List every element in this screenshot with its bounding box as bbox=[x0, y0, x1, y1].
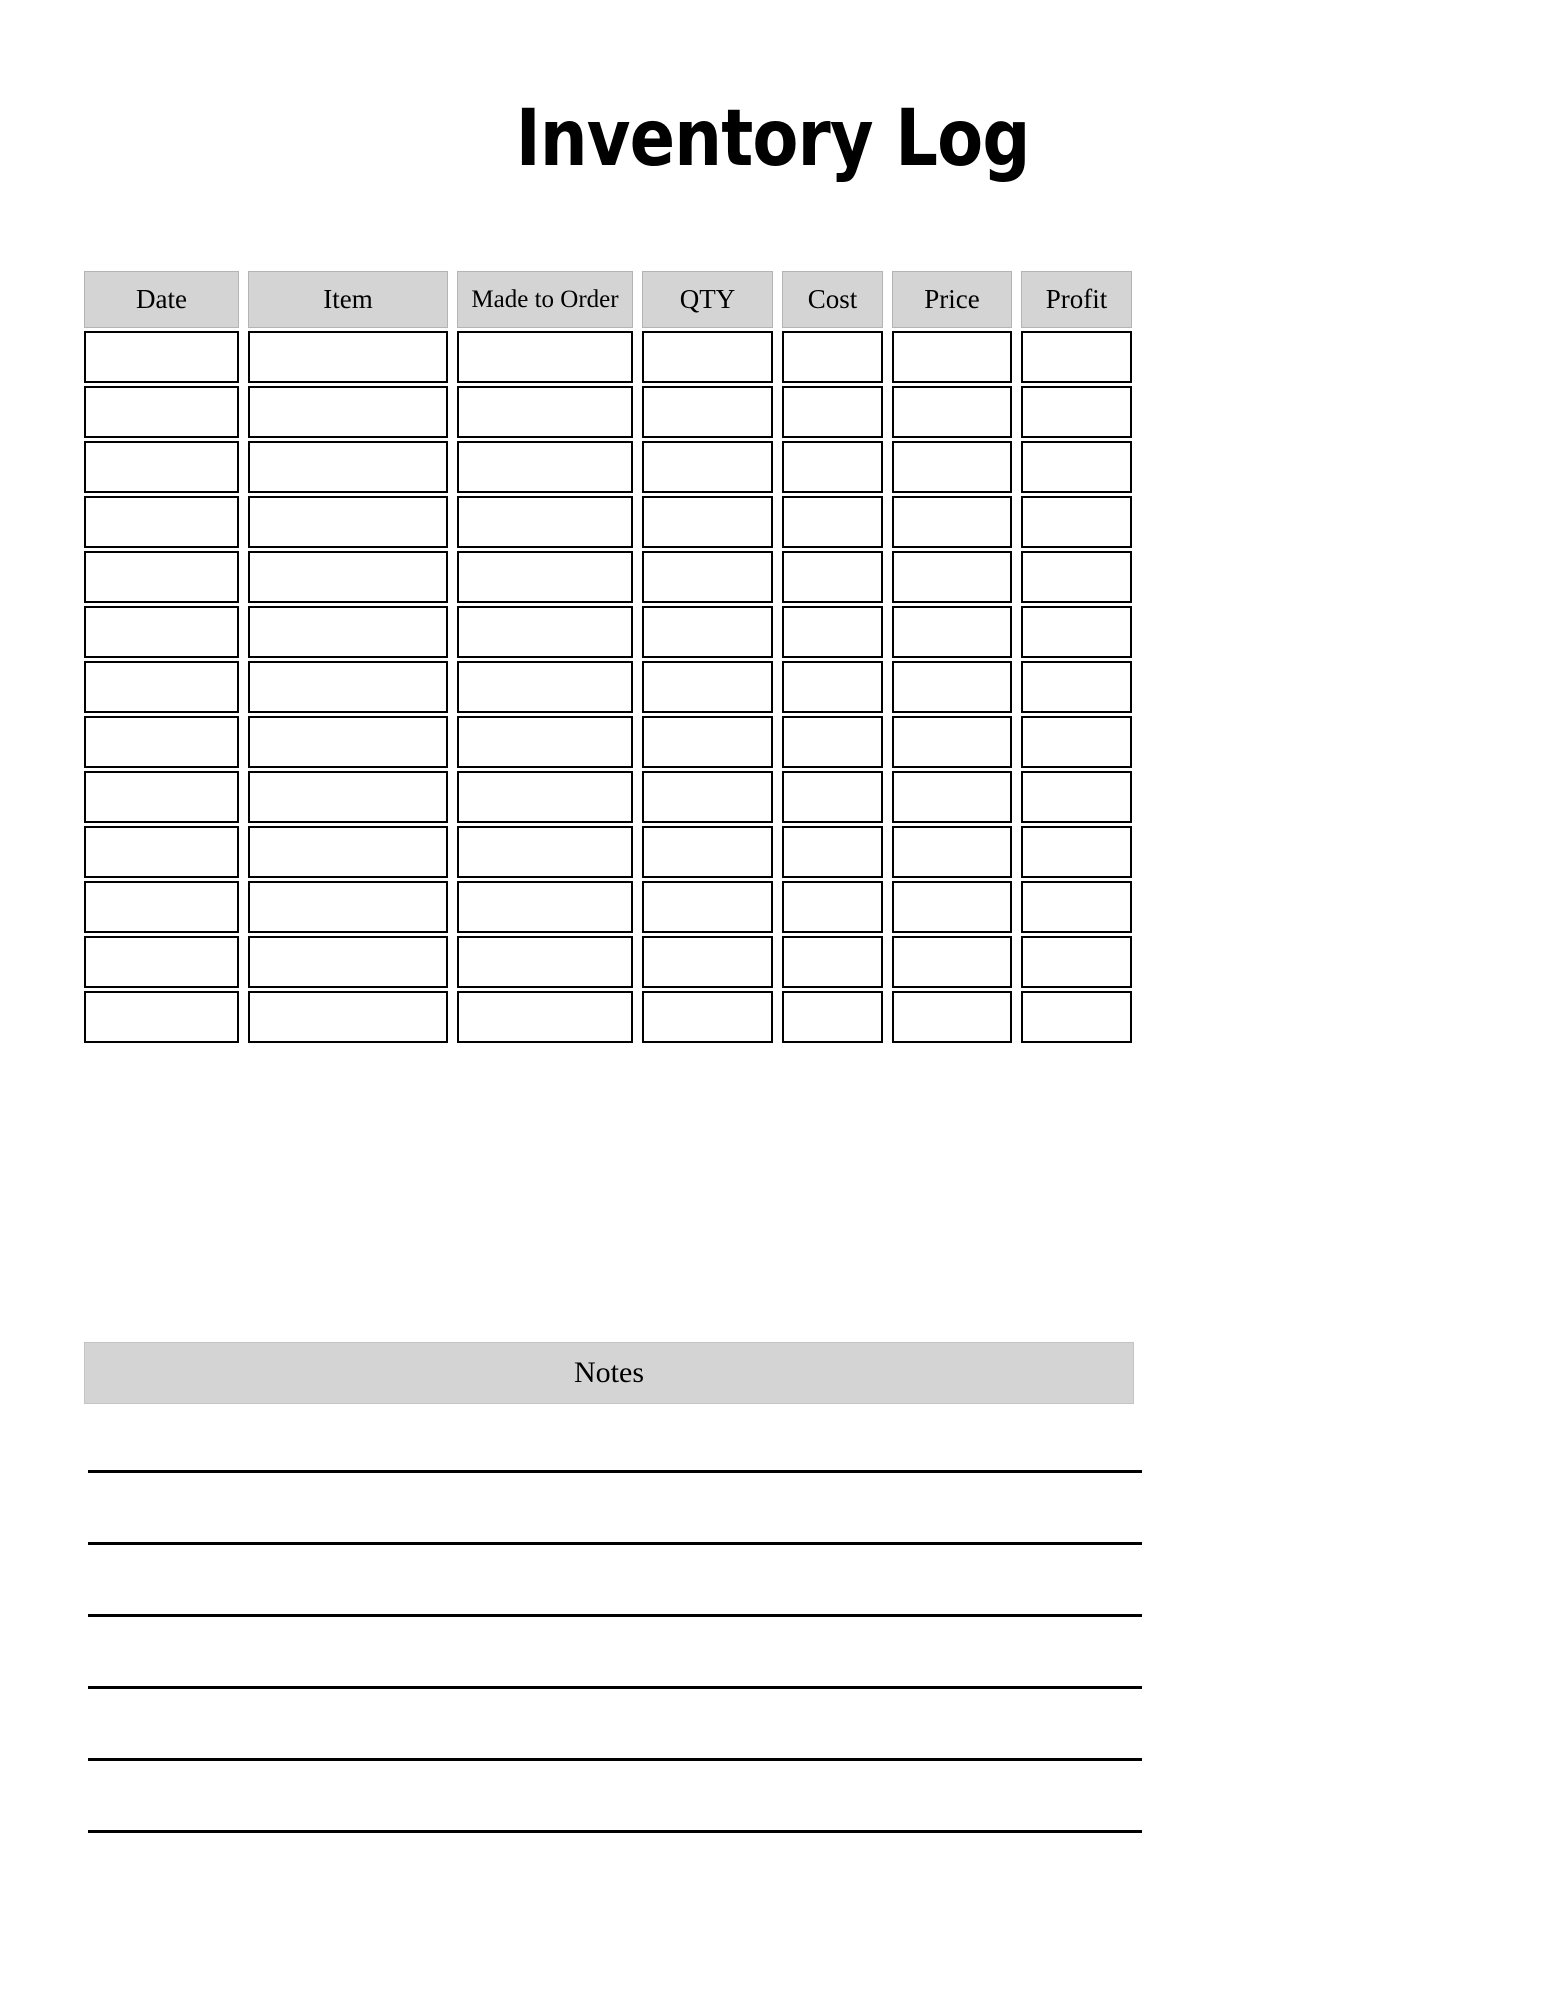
table-column-item bbox=[248, 271, 448, 1043]
table-cell-price[interactable] bbox=[892, 826, 1012, 878]
table-cell-item[interactable] bbox=[248, 551, 448, 603]
table-cell-mto[interactable] bbox=[457, 661, 633, 713]
table-cell-date[interactable] bbox=[84, 826, 239, 878]
table-cell-date[interactable] bbox=[84, 441, 239, 493]
table-cell-date[interactable] bbox=[84, 551, 239, 603]
table-cell-mto[interactable] bbox=[457, 386, 633, 438]
table-cell-date[interactable] bbox=[84, 936, 239, 988]
table-column-price bbox=[892, 271, 1012, 1043]
table-cell-cost[interactable] bbox=[782, 661, 883, 713]
table-cell-mto[interactable] bbox=[457, 881, 633, 933]
table-cell-item[interactable] bbox=[248, 826, 448, 878]
table-cell-profit[interactable] bbox=[1021, 826, 1132, 878]
notes-line[interactable] bbox=[88, 1542, 1142, 1545]
table-cell-item[interactable] bbox=[248, 606, 448, 658]
table-cell-date[interactable] bbox=[84, 386, 239, 438]
table-cell-qty[interactable] bbox=[642, 771, 773, 823]
table-cell-qty[interactable] bbox=[642, 991, 773, 1043]
table-cell-cost[interactable] bbox=[782, 551, 883, 603]
table-cell-profit[interactable] bbox=[1021, 606, 1132, 658]
table-cell-cost[interactable] bbox=[782, 496, 883, 548]
table-cell-price[interactable] bbox=[892, 606, 1012, 658]
table-cell-qty[interactable] bbox=[642, 826, 773, 878]
table-cell-profit[interactable] bbox=[1021, 661, 1132, 713]
table-cell-cost[interactable] bbox=[782, 826, 883, 878]
table-cell-price[interactable] bbox=[892, 716, 1012, 768]
table-cell-cost[interactable] bbox=[782, 716, 883, 768]
table-cell-cost[interactable] bbox=[782, 441, 883, 493]
notes-line[interactable] bbox=[88, 1758, 1142, 1761]
table-cell-date[interactable] bbox=[84, 496, 239, 548]
table-column-cost bbox=[782, 271, 883, 1043]
table-cell-mto[interactable] bbox=[457, 551, 633, 603]
table-cell-qty[interactable] bbox=[642, 881, 773, 933]
table-cell-qty[interactable] bbox=[642, 716, 773, 768]
table-cell-qty[interactable] bbox=[642, 936, 773, 988]
table-cell-price[interactable] bbox=[892, 496, 1012, 548]
table-cell-price[interactable] bbox=[892, 771, 1012, 823]
table-cell-date[interactable] bbox=[84, 771, 239, 823]
table-cell-qty[interactable] bbox=[642, 606, 773, 658]
notes-label: Notes bbox=[574, 1356, 644, 1389]
table-cell-mto[interactable] bbox=[457, 331, 633, 383]
table-cell-mto[interactable] bbox=[457, 826, 633, 878]
column-header-profit: Profit bbox=[1021, 271, 1132, 328]
table-cell-item[interactable] bbox=[248, 661, 448, 713]
table-cell-price[interactable] bbox=[892, 441, 1012, 493]
table-cell-profit[interactable] bbox=[1021, 936, 1132, 988]
table-cell-date[interactable] bbox=[84, 716, 239, 768]
inventory-table bbox=[84, 271, 1134, 1043]
table-cell-cost[interactable] bbox=[782, 606, 883, 658]
column-header-qty: QTY bbox=[642, 271, 773, 328]
table-cell-profit[interactable] bbox=[1021, 386, 1132, 438]
table-cell-mto[interactable] bbox=[457, 936, 633, 988]
table-cell-date[interactable] bbox=[84, 881, 239, 933]
notes-section-header bbox=[84, 1342, 1134, 1404]
table-cell-item[interactable] bbox=[248, 386, 448, 438]
notes-ruled-lines bbox=[88, 1470, 1142, 1902]
page-title-container bbox=[0, 96, 1545, 182]
notes-line[interactable] bbox=[88, 1470, 1142, 1473]
table-cell-date[interactable] bbox=[84, 661, 239, 713]
page-title: Inventory Log bbox=[515, 94, 1030, 184]
table-cell-price[interactable] bbox=[892, 881, 1012, 933]
table-cell-profit[interactable] bbox=[1021, 551, 1132, 603]
table-cell-date[interactable] bbox=[84, 991, 239, 1043]
table-cell-item[interactable] bbox=[248, 496, 448, 548]
table-cell-item[interactable] bbox=[248, 991, 448, 1043]
column-header-cost: Cost bbox=[782, 271, 883, 328]
table-cell-price[interactable] bbox=[892, 551, 1012, 603]
table-cell-profit[interactable] bbox=[1021, 881, 1132, 933]
table-column-profit bbox=[1021, 271, 1132, 1043]
table-cell-cost[interactable] bbox=[782, 881, 883, 933]
table-cell-profit[interactable] bbox=[1021, 991, 1132, 1043]
table-cell-cost[interactable] bbox=[782, 771, 883, 823]
table-cell-mto[interactable] bbox=[457, 771, 633, 823]
table-cell-mto[interactable] bbox=[457, 441, 633, 493]
table-cell-profit[interactable] bbox=[1021, 771, 1132, 823]
table-cell-item[interactable] bbox=[248, 441, 448, 493]
table-cell-item[interactable] bbox=[248, 771, 448, 823]
table-column-mto bbox=[457, 271, 633, 1043]
table-cell-profit[interactable] bbox=[1021, 441, 1132, 493]
table-column-date bbox=[84, 271, 239, 1043]
column-header-item: Item bbox=[248, 271, 448, 328]
notes-line[interactable] bbox=[88, 1614, 1142, 1617]
table-column-qty bbox=[642, 271, 773, 1043]
table-cell-price[interactable] bbox=[892, 661, 1012, 713]
table-cell-profit[interactable] bbox=[1021, 716, 1132, 768]
table-cell-qty[interactable] bbox=[642, 441, 773, 493]
table-cell-qty[interactable] bbox=[642, 661, 773, 713]
table-cell-price[interactable] bbox=[892, 991, 1012, 1043]
table-cell-cost[interactable] bbox=[782, 936, 883, 988]
table-cell-cost[interactable] bbox=[782, 331, 883, 383]
table-cell-mto[interactable] bbox=[457, 606, 633, 658]
table-cell-item[interactable] bbox=[248, 881, 448, 933]
table-cell-mto[interactable] bbox=[457, 496, 633, 548]
table-cell-item[interactable] bbox=[248, 716, 448, 768]
table-cell-price[interactable] bbox=[892, 386, 1012, 438]
table-cell-cost[interactable] bbox=[782, 991, 883, 1043]
table-cell-item[interactable] bbox=[248, 331, 448, 383]
table-cell-qty[interactable] bbox=[642, 551, 773, 603]
table-cell-profit[interactable] bbox=[1021, 331, 1132, 383]
column-header-price: Price bbox=[892, 271, 1012, 328]
table-cell-price[interactable] bbox=[892, 331, 1012, 383]
table-cell-profit[interactable] bbox=[1021, 496, 1132, 548]
table-cell-date[interactable] bbox=[84, 331, 239, 383]
table-cell-mto[interactable] bbox=[457, 991, 633, 1043]
table-cell-qty[interactable] bbox=[642, 496, 773, 548]
column-header-mto: Made to Order bbox=[457, 271, 633, 328]
table-cell-qty[interactable] bbox=[642, 331, 773, 383]
table-cell-item[interactable] bbox=[248, 936, 448, 988]
table-cell-cost[interactable] bbox=[782, 386, 883, 438]
table-cell-qty[interactable] bbox=[642, 386, 773, 438]
notes-line[interactable] bbox=[88, 1686, 1142, 1689]
table-cell-date[interactable] bbox=[84, 606, 239, 658]
table-cell-price[interactable] bbox=[892, 936, 1012, 988]
table-cell-mto[interactable] bbox=[457, 716, 633, 768]
column-header-date: Date bbox=[84, 271, 239, 328]
notes-line[interactable] bbox=[88, 1830, 1142, 1833]
